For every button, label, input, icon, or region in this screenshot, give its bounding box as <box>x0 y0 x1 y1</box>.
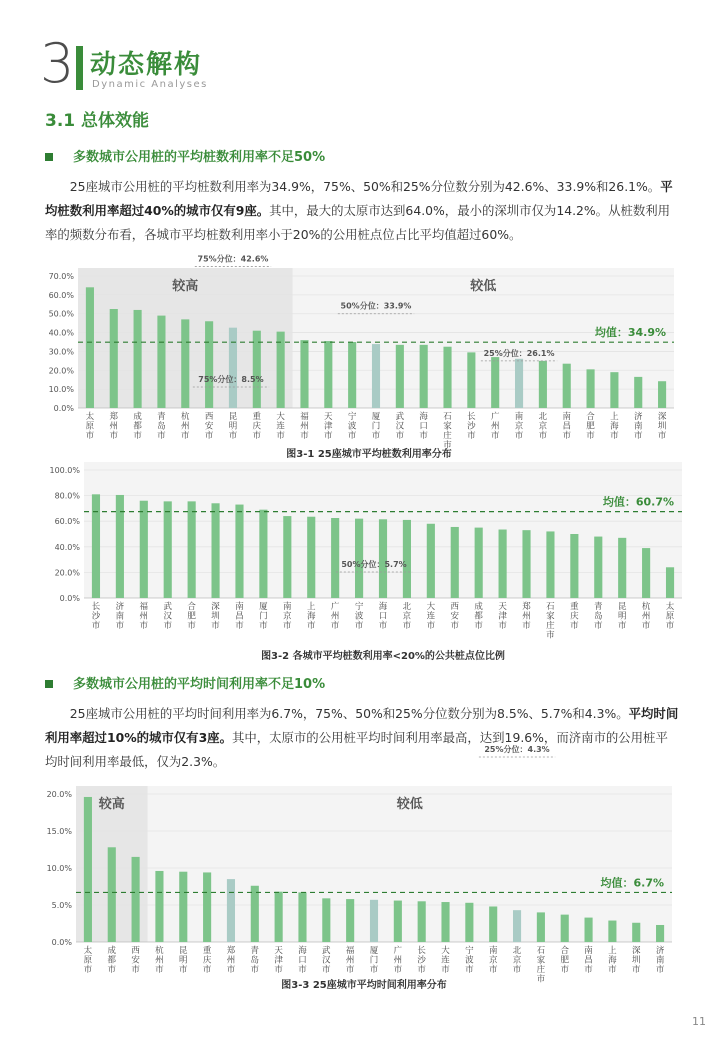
y-tick-label: 20.0% <box>46 790 72 799</box>
x-tick-label: 大连市 <box>441 946 450 975</box>
bar-海口市 <box>298 892 306 942</box>
bar-太原市 <box>86 287 94 408</box>
x-tick-label: 成都市 <box>474 602 483 631</box>
x-tick-label: 武汉市 <box>395 412 405 441</box>
x-tick-label: 重庆市 <box>202 946 212 975</box>
x-tick-label: 重庆市 <box>252 412 262 441</box>
bar-太原市 <box>84 797 92 942</box>
bar-厦门市 <box>372 344 380 408</box>
x-tick-label: 深圳市 <box>211 602 220 631</box>
x-tick-label: 南昌市 <box>562 412 571 441</box>
bar-合肥市 <box>587 369 595 408</box>
bar-昆明市 <box>618 538 626 598</box>
mean-label: 均值：34.9% <box>594 326 666 340</box>
y-tick-label: 20.0% <box>54 568 80 578</box>
bar-昆明市 <box>229 328 237 408</box>
x-tick-label: 天津市 <box>498 602 507 631</box>
bullet-square-icon <box>45 153 53 161</box>
x-tick-label: 厦门市 <box>371 412 381 441</box>
zone-label-high: 较高 <box>98 797 125 812</box>
x-tick-label: 海口市 <box>378 602 388 631</box>
x-tick-label: 西安市 <box>131 946 140 975</box>
x-tick-label: 郑州市 <box>522 602 531 631</box>
bar-南京市 <box>283 516 291 598</box>
x-tick-label: 武汉市 <box>163 602 172 631</box>
x-tick-label: 长沙市 <box>91 602 101 631</box>
bullet-heading-1-text: 多数城市公用桩的平均桩数利用率不足50% <box>73 150 326 165</box>
x-tick-label: 天津市 <box>324 412 333 441</box>
paragraph-2-sentence-3: 其中，太原市的公用桩平均时间利用率最高，达到19.6%，而济南市的公用桩平均时间利用率最低，仅为2.3%。 <box>45 730 668 769</box>
x-tick-label: 南昌市 <box>584 946 593 975</box>
x-tick-label: 成都市 <box>107 946 117 975</box>
x-tick-label: 深圳市 <box>631 946 641 975</box>
y-tick-label: 60.0% <box>48 290 74 300</box>
bar-杭州市 <box>155 871 163 942</box>
bar-广州市 <box>331 518 339 598</box>
bar-深圳市 <box>632 923 640 942</box>
x-tick-label: 石家庄市 <box>546 602 555 641</box>
bar-合肥市 <box>561 915 569 942</box>
bar-南昌市 <box>585 918 593 942</box>
bar-上海市 <box>608 921 616 942</box>
paragraph-1-sentence-3: 其中，最大的太原市达到64.0%，最小的深圳市仅为14.2%。从桩数利用率的频数分布看，各城市平均桩数利用率小于20%的公用桩点位占比平均值超过60%。 <box>45 203 671 242</box>
bar-广州市 <box>491 357 499 408</box>
y-tick-label: 15.0% <box>46 827 72 836</box>
chart-pile-utilization <box>0 250 720 465</box>
bar-海口市 <box>420 345 428 408</box>
y-tick-label: 60.0% <box>54 517 80 527</box>
chapter-number: 3 <box>40 32 75 95</box>
bar-上海市 <box>307 517 315 598</box>
x-tick-label: 合肥市 <box>560 946 569 975</box>
x-tick-label: 武汉市 <box>322 946 331 975</box>
x-tick-label: 杭州市 <box>181 412 190 441</box>
bar-深圳市 <box>658 381 666 408</box>
bar-福州市 <box>140 501 148 598</box>
x-tick-label: 海口市 <box>298 946 307 975</box>
bar-大连市 <box>441 902 449 942</box>
x-tick-label: 长沙市 <box>417 946 426 975</box>
zone-label-low: 较低 <box>396 797 423 812</box>
bar-大连市 <box>277 332 285 408</box>
bar-成都市 <box>475 528 483 598</box>
chart-title: 图3-2 各城市平均桩数利用率<20%的公共桩点位比例 <box>261 651 505 662</box>
x-tick-label: 太原市 <box>85 412 95 441</box>
paragraph-1-sentence-1: 25座城市公用桩的平均桩数利用率为34.9%，75%、50%和25%分位数分别为42.6%、33.9%和26.1%。 <box>69 179 661 194</box>
chapter-title: 动态解构 <box>90 50 203 80</box>
y-tick-label: 10.0% <box>48 385 74 395</box>
bar-合肥市 <box>188 501 196 598</box>
x-tick-label: 天津市 <box>274 946 283 975</box>
y-tick-label: 20.0% <box>48 366 74 376</box>
x-tick-label: 长沙市 <box>467 412 476 441</box>
x-tick-label: 郑州市 <box>109 412 119 441</box>
bar-重庆市 <box>570 534 578 598</box>
x-tick-label: 昆明市 <box>617 602 627 631</box>
bar-西安市 <box>451 527 459 598</box>
page-number: 11 <box>692 1015 706 1028</box>
x-tick-label: 上海市 <box>608 946 617 975</box>
bar-天津市 <box>275 892 283 942</box>
bar-福州市 <box>346 899 354 942</box>
bar-青岛市 <box>157 316 165 408</box>
paragraph-1-bold: 平均桩数利用率超过40%的城市仅有9座。 <box>45 179 673 218</box>
bar-西安市 <box>132 857 140 942</box>
bar-济南市 <box>634 377 642 408</box>
bullet-heading-2-text: 多数城市公用桩的平均时间利用率不足10% <box>73 677 326 692</box>
x-tick-label: 北京市 <box>402 602 412 631</box>
bar-宁波市 <box>465 903 473 942</box>
quantile-label: 75%分位：42.6% <box>197 254 269 264</box>
bullet-heading-2 <box>45 673 325 692</box>
paragraph-2-sentence-1: 25座城市公用桩的平均时间利用率为6.7%，75%、50%和25%分位数分别为8.5%、5.7%和4.3%。 <box>69 706 629 721</box>
mean-label: 均值：6.7% <box>600 876 664 890</box>
x-tick-label: 福州市 <box>300 412 309 441</box>
bar-海口市 <box>379 519 387 598</box>
bar-杭州市 <box>642 548 650 598</box>
bar-杭州市 <box>181 319 189 408</box>
x-tick-label: 上海市 <box>610 412 619 441</box>
bar-昆明市 <box>179 872 187 942</box>
x-tick-label: 太原市 <box>83 946 93 975</box>
bar-上海市 <box>610 372 618 408</box>
y-tick-label: 10.0% <box>46 864 72 873</box>
quantile-label: 75%分位：8.5% <box>198 375 264 384</box>
bar-宁波市 <box>348 342 356 408</box>
x-tick-label: 宁波市 <box>465 946 474 975</box>
x-tick-label: 昆明市 <box>228 412 238 441</box>
bar-郑州市 <box>110 309 118 408</box>
x-tick-label: 昆明市 <box>179 946 188 975</box>
x-tick-label: 石家庄市 <box>443 412 452 451</box>
bar-长沙市 <box>418 901 426 942</box>
bar-石家庄市 <box>537 912 545 942</box>
x-tick-label: 重庆市 <box>570 602 579 631</box>
bar-济南市 <box>656 925 664 942</box>
mean-label: 均值：60.7% <box>602 495 674 509</box>
bar-厦门市 <box>259 510 267 598</box>
x-tick-label: 北京市 <box>538 412 548 441</box>
x-tick-label: 深圳市 <box>657 412 667 441</box>
chapter-subtitle: Dynamic Analyses <box>92 79 208 90</box>
x-tick-label: 南京市 <box>514 412 524 441</box>
bar-成都市 <box>108 847 116 942</box>
x-tick-label: 合肥市 <box>187 602 196 631</box>
bar-广州市 <box>394 901 402 942</box>
x-tick-label: 广州市 <box>330 602 340 631</box>
bar-郑州市 <box>522 530 530 598</box>
x-tick-label: 北京市 <box>512 946 522 975</box>
x-tick-label: 石家庄市 <box>536 946 546 985</box>
x-tick-label: 海口市 <box>419 412 428 441</box>
x-tick-label: 大连市 <box>426 602 436 631</box>
chart-title: 图3-3 25座城市平均时间利用率分布 <box>281 980 447 991</box>
bar-南昌市 <box>563 364 571 408</box>
x-tick-label: 厦门市 <box>369 946 379 975</box>
quantile-label: 50%分位：5.7% <box>341 560 407 569</box>
bar-南京市 <box>489 906 497 942</box>
x-tick-label: 西安市 <box>450 602 460 631</box>
bullet-heading-1 <box>45 146 325 165</box>
bar-北京市 <box>403 520 411 598</box>
x-tick-label: 福州市 <box>345 946 355 975</box>
x-tick-label: 广州市 <box>393 946 403 975</box>
y-tick-label: 30.0% <box>48 347 74 357</box>
x-tick-label: 杭州市 <box>155 946 164 975</box>
x-tick-label: 郑州市 <box>226 946 236 975</box>
y-tick-label: 0.0% <box>51 938 72 947</box>
bar-石家庄市 <box>546 531 554 598</box>
bar-北京市 <box>513 910 521 942</box>
x-tick-label: 西安市 <box>204 412 214 441</box>
bar-西安市 <box>205 321 213 408</box>
x-tick-label: 南昌市 <box>235 602 244 631</box>
x-tick-label: 宁波市 <box>354 602 364 631</box>
y-tick-label: 0.0% <box>59 594 80 603</box>
x-tick-label: 济南市 <box>633 412 643 441</box>
bar-石家庄市 <box>443 347 451 408</box>
y-tick-label: 50.0% <box>48 309 74 319</box>
chapter-accent-bar <box>76 46 83 90</box>
bar-厦门市 <box>370 900 378 942</box>
bar-天津市 <box>499 530 507 598</box>
bar-长沙市 <box>467 352 475 408</box>
y-tick-label: 80.0% <box>54 491 80 501</box>
bar-成都市 <box>134 310 142 408</box>
bar-天津市 <box>324 341 332 408</box>
x-tick-label: 合肥市 <box>586 412 595 441</box>
x-tick-label: 济南市 <box>655 946 665 975</box>
bar-宁波市 <box>355 519 363 598</box>
y-tick-label: 40.0% <box>48 328 74 338</box>
bar-福州市 <box>300 340 308 408</box>
bar-南昌市 <box>235 505 243 598</box>
bar-南京市 <box>515 359 523 408</box>
x-tick-label: 青岛市 <box>250 946 260 975</box>
x-tick-label: 青岛市 <box>594 602 603 631</box>
x-tick-label: 厦门市 <box>259 602 268 631</box>
x-tick-label: 成都市 <box>133 412 142 441</box>
zone-label-low: 较低 <box>470 279 497 294</box>
bar-太原市 <box>666 567 674 598</box>
quantile-label: 50%分位：33.9% <box>340 301 412 311</box>
y-tick-label: 40.0% <box>54 542 80 552</box>
x-tick-label: 南京市 <box>283 602 292 631</box>
x-tick-label: 南京市 <box>488 946 498 975</box>
zone-label-high: 较高 <box>172 279 199 294</box>
paragraph-2 <box>45 702 679 774</box>
x-tick-label: 福州市 <box>139 602 149 631</box>
quantile-label: 25%分位：4.3% <box>484 745 550 754</box>
bar-青岛市 <box>251 886 259 942</box>
bar-武汉市 <box>322 898 330 942</box>
bar-武汉市 <box>164 501 172 598</box>
bar-郑州市 <box>227 879 235 942</box>
x-tick-label: 济南市 <box>115 602 125 631</box>
y-tick-label: 100.0% <box>49 466 80 475</box>
y-tick-label: 5.0% <box>51 901 72 910</box>
x-tick-label: 宁波市 <box>347 412 357 441</box>
chart-title: 图3-1 25座城市平均桩数利用率分布 <box>286 449 452 460</box>
bar-武汉市 <box>396 345 404 408</box>
x-tick-label: 杭州市 <box>641 602 651 631</box>
section-title: 3.1 总体效能 <box>45 111 150 131</box>
paragraph-1 <box>45 175 679 247</box>
bar-长沙市 <box>92 494 100 598</box>
bullet-square-icon <box>45 680 53 688</box>
bar-深圳市 <box>211 503 219 598</box>
y-tick-label: 0.0% <box>53 404 74 413</box>
y-tick-label: 70.0% <box>48 272 74 281</box>
x-tick-label: 广州市 <box>490 412 500 441</box>
bar-重庆市 <box>203 872 211 942</box>
paragraph-2-bold: 平均时间利用率超过10%的城市仅有3座。 <box>45 706 679 745</box>
bar-青岛市 <box>594 537 602 598</box>
x-tick-label: 青岛市 <box>157 412 166 441</box>
bar-北京市 <box>539 361 547 408</box>
bar-大连市 <box>427 524 435 598</box>
quantile-label: 25%分位：26.1% <box>483 348 555 358</box>
x-tick-label: 上海市 <box>306 602 316 631</box>
x-tick-label: 太原市 <box>665 602 675 631</box>
x-tick-label: 大连市 <box>276 412 285 441</box>
bar-济南市 <box>116 495 124 598</box>
